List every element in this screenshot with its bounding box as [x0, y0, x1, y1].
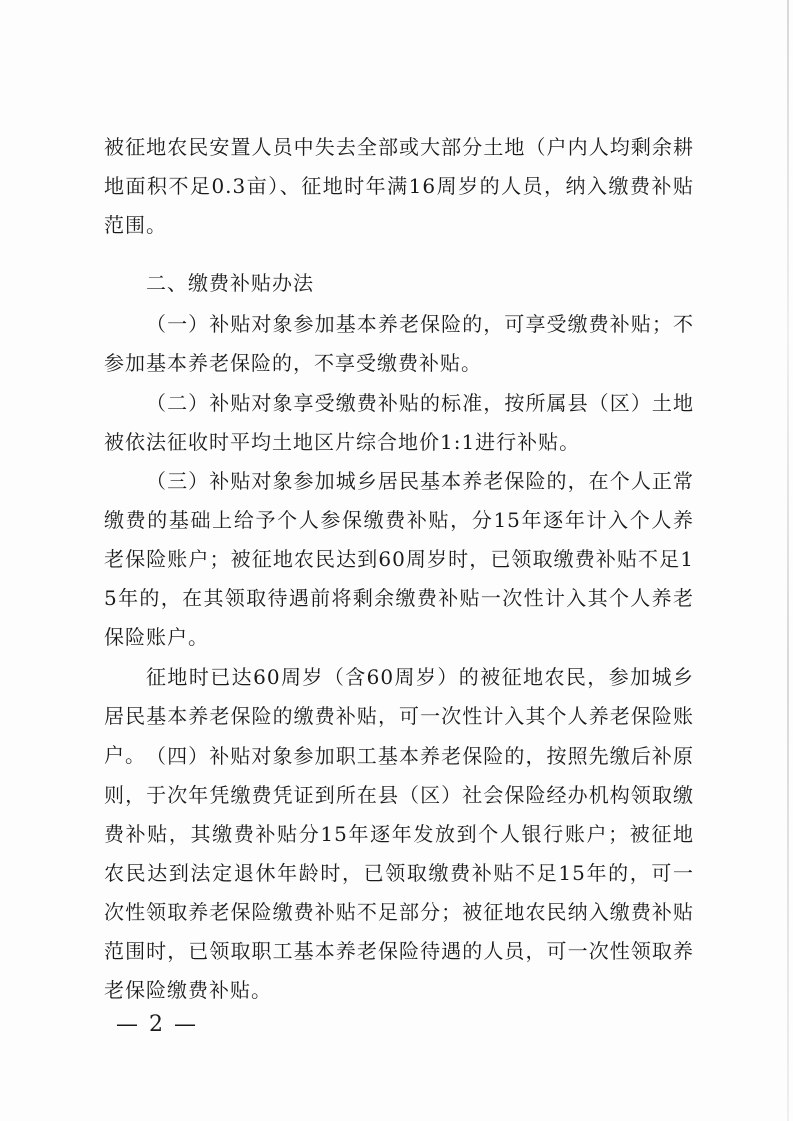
paragraph-item-2: （二）补贴对象享受缴费补贴的标准，按所属县（区）土地被依法征收时平均土地区片综合地价1:1进行补贴。: [104, 391, 694, 454]
scan-edge-line: [787, 0, 789, 1121]
paragraph-age-60-note: 征地时已达60周岁（含60周岁）的被征地农民，参加城乡居民基本养老保险的缴费补贴，可一次性计入其个人养老保险账户。: [104, 665, 694, 767]
paragraph-scope-continuation: 被征地农民安置人员中失去全部或大部分土地（户内人均剩余耕地面积不足0.3亩）、征地时年满16周岁的人员，纳入缴费补贴范围。: [104, 135, 694, 237]
paragraph-item-3: （三）补贴对象参加城乡居民基本养老保险的，在个人正常缴费的基础上给予个人参保缴费补贴，分15年逐年计入个人养老保险账户；被征地农民达到60周岁时，已领取缴费补贴不足15年的，在其领取待遇前将剩余缴费补贴一次性计入其个人养老保险账户。: [104, 469, 694, 649]
page-number: — 2 —: [116, 1012, 198, 1037]
paragraph-item-1: （一）补贴对象参加基本养老保险的，可享受缴费补贴；不参加基本养老保险的，不享受缴费补贴。: [104, 312, 694, 375]
section-heading-subsidy-method: 二、缴费补贴办法: [146, 271, 314, 295]
paragraph-item-4: （四）补贴对象参加职工基本养老保险的，按照先缴后补原则，于次年凭缴费凭证到所在县（区）社会保险经办机构领取缴费补贴，其缴费补贴分15年逐年发放到个人银行账户；被征地农民达到法定退休年龄时，已领取缴费补贴不足15年的，可一次性领取养老保险缴费补贴不足部分；被征地农民纳入缴费补贴范围时，已领取职工基本养老保险待遇的人员，可一次性领取养老保险缴费补贴。: [104, 744, 694, 1002]
